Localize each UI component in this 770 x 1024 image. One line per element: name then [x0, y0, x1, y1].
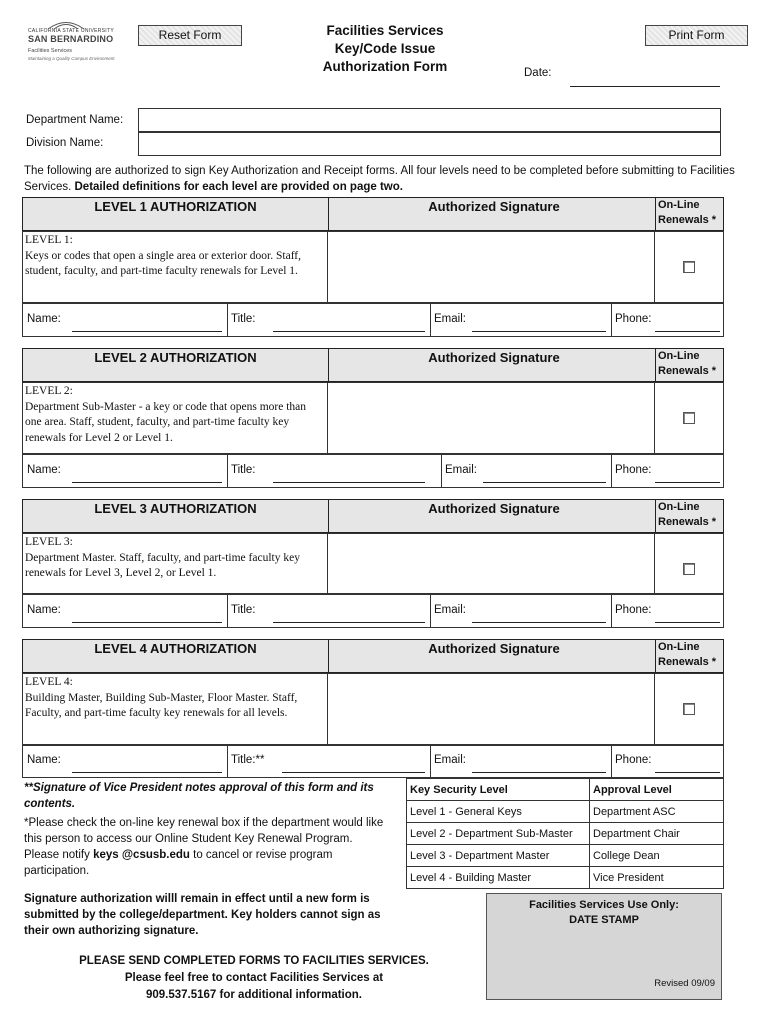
division-input[interactable] — [138, 132, 721, 156]
level4-header-title: LEVEL 4 AUTHORIZATION — [94, 641, 257, 656]
key-level-cell: Level 3 - Department Master — [407, 845, 590, 867]
level3-online-label — [655, 500, 728, 532]
title-line1: Facilities Services — [326, 23, 444, 38]
logo-line1: CALIFORNIA STATE UNIVERSITY — [28, 28, 114, 34]
level3-header — [22, 499, 724, 533]
level1-name-field[interactable] — [72, 331, 222, 332]
level2-online-label — [655, 349, 728, 381]
level1-desc-text: Keys or codes that open a single area or exterior door. Staff, student, faculty, and part-time faculty renewals for Level 1. — [25, 249, 302, 277]
level3-description — [25, 535, 325, 582]
level3-title-field[interactable] — [273, 622, 425, 623]
send-line3: 909.537.5167 for additional information. — [145, 989, 362, 1001]
level1-header — [22, 197, 724, 231]
form-title — [300, 22, 470, 76]
level4-renewal-checkbox[interactable] — [683, 703, 695, 715]
level3-signature-field[interactable] — [328, 534, 654, 593]
level2-signature-label: Authorized Signature — [328, 349, 659, 382]
intro-body: The following are authorized to sign Key Authorization and Receipt forms. All four levels need to be completed before submitting to Facilities Services. — [24, 165, 735, 193]
level1-phone-field[interactable] — [655, 331, 720, 332]
level2-title-label: Title: — [231, 464, 256, 476]
level2-header-title: LEVEL 2 AUTHORIZATION — [94, 350, 257, 365]
level4-name-field[interactable] — [72, 772, 222, 773]
online-label-2: Renewals * — [658, 214, 717, 226]
level1-email-field[interactable] — [472, 331, 606, 332]
date-stamp-box — [486, 893, 722, 1000]
stamp-line1: Facilities Services Use Only: — [529, 899, 679, 911]
level2-title-field[interactable] — [273, 482, 425, 483]
reset-form-button[interactable]: Reset Form — [138, 25, 242, 46]
online-label-1: On-Line — [658, 501, 700, 513]
key-level-cell: Level 1 - General Keys — [407, 801, 590, 823]
level1-desc-title: LEVEL 1: — [25, 234, 73, 246]
key-table-header: Approval Level — [590, 779, 724, 801]
level4-desc-text: Building Master, Building Sub-Master, Floor Master. Staff, Faculty, and part-time faculty key renewals for all levels. — [25, 691, 298, 719]
level2-header — [22, 348, 724, 382]
online-label-2: Renewals * — [658, 516, 717, 528]
level1-email-label: Email: — [434, 313, 466, 325]
level3-desc-title: LEVEL 3: — [25, 536, 73, 548]
level4-online-label — [655, 640, 728, 672]
intro-bold: Detailed definitions for each level are provided on page two. — [74, 181, 403, 193]
renewal-note-end: to cancel or revise program participation. — [24, 849, 333, 877]
level4-phone-label: Phone: — [615, 754, 652, 766]
logo-line2: SAN BERNARDINO — [28, 34, 114, 44]
level1-description — [25, 233, 325, 280]
level4-email-label: Email: — [434, 754, 466, 766]
send-instructions — [24, 953, 484, 1004]
key-security-table — [406, 778, 724, 889]
key-level-cell: Level 2 - Department Sub-Master — [407, 823, 590, 845]
title-line3: Authorization Form — [322, 59, 448, 74]
table-row — [407, 801, 724, 823]
level1-name-label: Name: — [27, 313, 61, 325]
level3-phone-field[interactable] — [655, 622, 720, 623]
online-label-1: On-Line — [658, 199, 700, 211]
level1-header-title: LEVEL 1 AUTHORIZATION — [94, 199, 257, 214]
approval-level-cell: Department ASC — [590, 801, 724, 823]
level2-desc-text: Department Sub-Master - a key or code that opens more than one area. Staff, student, faculty, and part-time faculty key renewals for Level 2 or Level 1. — [25, 400, 307, 444]
key-table-header: Key Security Level — [407, 779, 590, 801]
level3-email-label: Email: — [434, 604, 466, 616]
approval-level-cell: Department Chair — [590, 823, 724, 845]
csusb-logo — [28, 28, 118, 61]
level1-title-label: Title: — [231, 313, 256, 325]
level2-phone-label: Phone: — [615, 464, 652, 476]
level4-title-label: Title:** — [231, 754, 265, 766]
level4-desc-title: LEVEL 4: — [25, 676, 73, 688]
level3-header-title: LEVEL 3 AUTHORIZATION — [94, 501, 257, 516]
send-line1: PLEASE SEND COMPLETED FORMS TO FACILITIES SERVICES. — [79, 955, 429, 967]
department-input[interactable] — [138, 108, 721, 132]
level3-name-field[interactable] — [72, 622, 222, 623]
level2-email-field[interactable] — [483, 482, 606, 483]
level4-signature-field[interactable] — [328, 674, 654, 744]
approval-level-cell: College Dean — [590, 845, 724, 867]
level2-desc-title: LEVEL 2: — [25, 385, 73, 397]
logo-line3: Facilities Services — [28, 48, 73, 54]
table-row — [407, 823, 724, 845]
date-field[interactable] — [570, 86, 720, 87]
renewal-note-text: *Please check the on-line key renewal box if the department would like this person to access our Online Student Key Renewal Program. Please notify — [24, 817, 384, 861]
print-form-button[interactable]: Print Form — [645, 25, 748, 46]
online-label-1: On-Line — [658, 641, 700, 653]
authorization-note: Signature authorization willl remain in effect until a new form is submitted by the college/department. Key holders cannot sign as their own authorizing signature. — [24, 893, 381, 937]
title-line2: Key/Code Issue — [334, 41, 436, 56]
level4-name-label: Name: — [27, 754, 61, 766]
logo-arch-icon — [46, 18, 86, 30]
level1-renewal-checkbox[interactable] — [683, 261, 695, 273]
division-label: Division Name: — [26, 137, 104, 149]
online-label-2: Renewals * — [658, 656, 717, 668]
stamp-line2: DATE STAMP — [569, 914, 639, 926]
level2-name-field[interactable] — [72, 482, 222, 483]
level4-phone-field[interactable] — [655, 772, 720, 773]
level4-signature-label: Authorized Signature — [328, 640, 659, 673]
approval-level-cell: Vice President — [590, 867, 724, 889]
level3-desc-text: Department Master. Staff, faculty, and part-time faculty key renewals for Level 3, Level 2, or Level 1. — [25, 551, 300, 579]
vp-note: **Signature of Vice President notes approval of this form and its contents. — [24, 782, 374, 810]
level3-title-label: Title: — [231, 604, 256, 616]
department-label: Department Name: — [26, 114, 124, 126]
level1-title-field[interactable] — [273, 331, 425, 332]
online-label-2: Renewals * — [658, 365, 717, 377]
level2-description — [25, 384, 325, 446]
level1-signature-label: Authorized Signature — [328, 198, 659, 231]
level2-name-label: Name: — [27, 464, 61, 476]
send-line2: Please feel free to contact Facilities Services at — [124, 972, 384, 984]
level3-name-label: Name: — [27, 604, 61, 616]
level4-header — [22, 639, 724, 673]
logo-line4: Maintaining a Quality Campus Environment — [28, 56, 115, 61]
intro-text — [24, 163, 744, 195]
level3-phone-label: Phone: — [615, 604, 652, 616]
level1-online-label — [655, 198, 728, 230]
level2-renewal-checkbox[interactable] — [683, 412, 695, 424]
level2-phone-field[interactable] — [655, 482, 720, 483]
level4-email-field[interactable] — [472, 772, 606, 773]
level3-email-field[interactable] — [472, 622, 606, 623]
level4-title-field[interactable] — [282, 772, 425, 773]
online-label-1: On-Line — [658, 350, 700, 362]
level3-renewal-checkbox[interactable] — [683, 563, 695, 575]
renewal-email: keys @csusb.edu — [93, 849, 190, 861]
key-level-cell: Level 4 - Building Master — [407, 867, 590, 889]
level4-description — [25, 675, 325, 722]
level1-phone-label: Phone: — [615, 313, 652, 325]
date-label: Date: — [524, 67, 552, 79]
table-row — [407, 867, 724, 889]
level2-email-label: Email: — [445, 464, 477, 476]
renewal-note — [24, 815, 384, 879]
table-row — [407, 845, 724, 867]
level2-signature-field[interactable] — [328, 383, 654, 453]
revised-date: Revised 09/09 — [654, 978, 715, 989]
level1-signature-field[interactable] — [328, 232, 654, 302]
level3-signature-label: Authorized Signature — [328, 500, 659, 533]
